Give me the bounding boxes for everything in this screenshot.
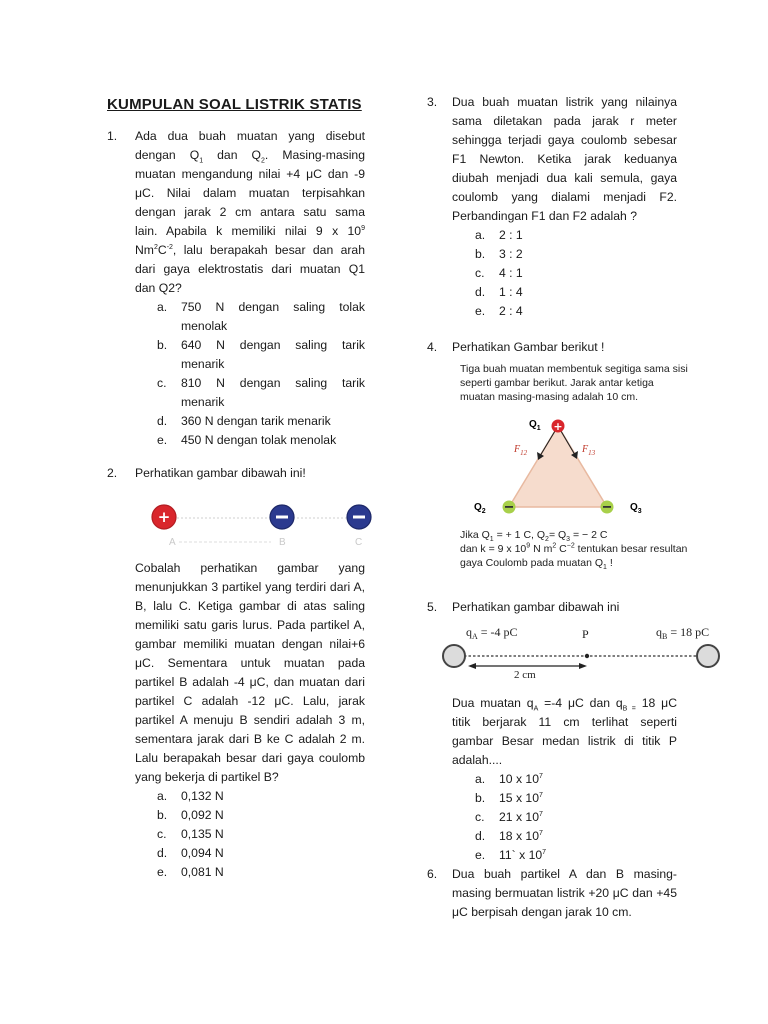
arrowhead-icon xyxy=(468,663,476,669)
option-a: a. 2 : 1 xyxy=(475,228,523,242)
text-line: dengan jarak 2 cm antara satu sama xyxy=(135,205,365,219)
option-e: e. 0,081 N xyxy=(157,865,224,879)
option-c: c. 21 x $10^7$ xyxy=(475,810,543,824)
f12-label: $F_{12}$ xyxy=(514,444,528,457)
q3-label: $Q_3$ xyxy=(630,502,642,515)
option-c: c. 0,135 N xyxy=(157,827,224,841)
f13-label: $F_{13}$ xyxy=(582,444,596,457)
option-d: d. 0,094 N xyxy=(157,846,224,860)
question-2-body xyxy=(135,559,365,882)
question-number: 1. xyxy=(107,129,118,143)
triangle-figure xyxy=(452,358,722,592)
figure-question: Jika $Q_1$ = + 1 C, $Q_2= Q_3$ = − 2 C dan k = 9 x $10^9$ N $m^2$ $C^{-2}$ tentukan besar resultan gaya Coulomb pada muatan $Q_1$ ! xyxy=(460,529,688,572)
plus-icon: + xyxy=(553,420,563,433)
option-c: c. 4 : 1 xyxy=(475,266,523,280)
question-text: Cobalah perhatikan gambar yang menunjukkan 3 partikel yang terdiri dari A, B, lalu C. Ketiga gambar di atas saling memiliki satu garis lurus. Pada partikel A, gambar memiliki muatan dengan nilai+6 μC. Sementara untuk muatan pada partikel B adalah -4 μC, dan muatan dari partikel C adalah -12 μC. Lalu, jarak partikel A menuju B sendiri adalah 3 m, sementara jarak dari B ke C adalah 2 m. Lalu berapakah besar dari gaya coulomb yang bekerja di partikel B? xyxy=(135,561,365,784)
option-list xyxy=(157,787,365,882)
question-4 xyxy=(427,338,677,357)
question-text: Dua buah muatan listrik yang nilainya sama diletakan pada jarak r meter sehingga terjadi gaya coulomb sebesar F1 Newton. Ketika jarak keduanya diubah menjadi dua kali semula, gaya coulomb yang dialami menjadi F2. Perbandingan F1 dan F2 adalah ? xyxy=(452,95,677,223)
plus-icon: + xyxy=(157,508,171,526)
option-d: d. 18 x $10^7$ xyxy=(475,829,543,843)
option-a: a. 750 N dengan saling tolak menolak xyxy=(157,300,365,333)
question-intro: Perhatikan gambar dibawah ini xyxy=(452,600,620,614)
option-e: e. 11` x $10^7$ xyxy=(475,848,547,862)
text-line: lain. Apabila k memiliki nilai 9 x $10^9$ xyxy=(135,224,365,238)
option-list xyxy=(475,226,677,321)
question-number: 3. xyxy=(427,95,438,109)
point-p-icon xyxy=(585,654,589,658)
q1-label: $Q_1$ xyxy=(529,419,541,432)
question-number: 2. xyxy=(107,466,118,480)
option-a: a. 10 x $10^7$ xyxy=(475,772,543,786)
text-line: Dua muatan $q_A =-4$ μC dan $q_{B =}$ 18 μC xyxy=(452,696,678,713)
option-e: e. 2 : 4 xyxy=(475,304,523,318)
charge-qa-icon xyxy=(443,645,465,667)
option-e: e. 450 N dengan tolak menolak xyxy=(157,433,337,447)
particle-a-label: A xyxy=(169,537,176,548)
particle-c-label: C xyxy=(355,537,363,548)
text-line: titik berjarak 11 cm terlihat seperti xyxy=(452,715,677,729)
question-5 xyxy=(427,598,677,617)
question-number: 4. xyxy=(427,340,438,354)
text-line: μC. Nilai dalam muatan terpisahkan xyxy=(135,186,365,200)
question-2 xyxy=(107,464,365,483)
distance-label: 2 cm xyxy=(514,669,536,681)
field-figure xyxy=(438,620,728,682)
q2-label: $Q_2$ xyxy=(474,502,486,515)
question-5-body xyxy=(452,694,677,865)
text-line: gambar Besar medan listrik di titik P xyxy=(452,734,677,748)
question-1 xyxy=(107,127,365,450)
option-d: d. 1 : 4 xyxy=(475,285,523,299)
page-title: KUMPULAN SOAL LISTRIK STATIS xyxy=(107,96,362,113)
triangle-shape xyxy=(509,426,607,507)
qb-label: $q_B = 18$ pC xyxy=(656,625,710,641)
question-3 xyxy=(427,93,677,321)
text-line: dari gaya elektrostatis dari muatan Q1 xyxy=(135,262,365,276)
question-intro: Perhatikan Gambar berikut ! xyxy=(452,340,605,354)
question-number: 5. xyxy=(427,600,438,614)
option-a: a. 0,132 N xyxy=(157,789,224,803)
particle-b-label: B xyxy=(279,537,286,548)
question-6 xyxy=(427,865,677,922)
text-line: adalah.... xyxy=(452,753,503,767)
question-intro: Perhatikan gambar dibawah ini! xyxy=(135,466,306,480)
figure-description: Tiga buah muatan membentuk segitiga sama sisi seperti gambar berikut. Jarak antar ketiga muatan masing-masing adalah 10 cm. xyxy=(460,363,688,403)
option-b: b. 0,092 N xyxy=(157,808,224,822)
particles-figure xyxy=(147,500,379,552)
question-text: Dua buah partikel A dan B masing-masing bermuatan listrik +20 μC dan +45 μC berpisah dengan jarak 10 cm. xyxy=(452,867,677,919)
text-line: $Nm^2C^{-2}$, lalu berapakah besar dan arah xyxy=(135,243,365,257)
option-c: c. 810 N dengan saling tarik menarik xyxy=(157,376,365,409)
minus-icon xyxy=(276,516,288,519)
option-d: d. 360 N dengan tarik menarik xyxy=(157,414,331,428)
charge-qb-icon xyxy=(697,645,719,667)
text-line: dengan $Q_1$ dan $Q_2$. Masing-masing xyxy=(135,148,365,165)
qa-label: $q_A = -4$ pC xyxy=(466,625,518,641)
text-line: dan Q2? xyxy=(135,281,182,295)
text-line: Ada dua buah muatan yang disebut xyxy=(135,129,365,143)
text-line: muatan mengandung nilai +4 μC dan -9 xyxy=(135,167,365,181)
triangle-diagram xyxy=(452,410,722,522)
option-b: b. 640 N dengan saling tarik menarik xyxy=(157,338,365,371)
point-p-label: P xyxy=(582,627,589,641)
option-b: b. 3 : 2 xyxy=(475,247,523,261)
question-number: 6. xyxy=(427,867,438,881)
minus-icon xyxy=(505,506,513,508)
arrowhead-icon xyxy=(579,663,587,669)
minus-icon xyxy=(353,516,365,519)
option-b: b. 15 x $10^7$ xyxy=(475,791,543,805)
option-list xyxy=(475,770,677,865)
minus-icon xyxy=(603,506,611,508)
option-list xyxy=(157,298,365,450)
question-text xyxy=(135,127,365,298)
